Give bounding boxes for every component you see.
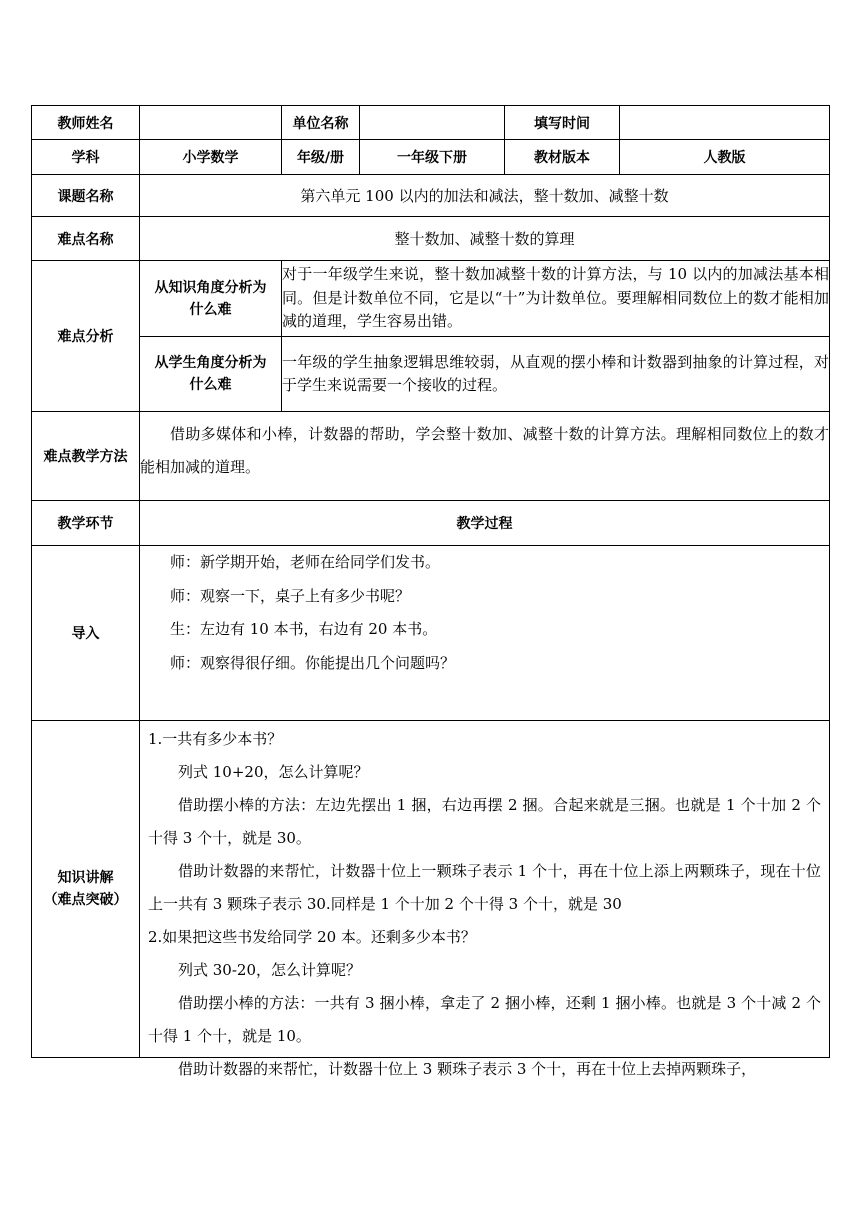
- knowledge-paragraph: 1.一共有多少本书？: [148, 730, 283, 748]
- process-header: 教学过程: [140, 501, 830, 546]
- fill-time-label: 填写时间: [505, 106, 620, 140]
- intro-content: [140, 546, 830, 721]
- process-header-row: [32, 501, 830, 546]
- knowledge-label: [32, 721, 140, 1058]
- knowledge-paragraph: 借助计数器的来帮忙，计数器十位上一颗珠子表示 1 个十，再在十位上添上两颗珠子，现在十位上一共有 3 颗珠子表示 30.同样是 1 个十加 2 个十得 3 个十，就是 30: [148, 862, 821, 913]
- teacher-name-value: [140, 106, 282, 140]
- student-angle-label: 从学生角度分析为什么难: [140, 337, 282, 412]
- method-row: [32, 412, 830, 501]
- stage-header: 教学环节: [32, 501, 140, 546]
- lesson-plan-table: [31, 105, 830, 1078]
- difficulty-label: 难点名称: [32, 217, 140, 261]
- analysis-row-knowledge: [32, 261, 830, 337]
- knowledge-angle-text: 对于一年级学生来说，整十数加减整十数的计算方法，与 10 以内的加减法基本相同。但是计数单位不同，它是以“十”为计数单位。要理解相同数位上的数才能相加减的道理，学生容易出错。: [282, 261, 830, 337]
- subject-label: 学科: [32, 140, 140, 175]
- knowledge-row: [32, 721, 830, 1058]
- intro-line: 生：左边有 10 本书，右边有 20 本书。: [170, 620, 438, 638]
- teacher-name-label: 教师姓名: [32, 106, 140, 140]
- difficulty-row: [32, 217, 830, 261]
- intro-line: 师：观察得很仔细。你能提出几个问题吗？: [170, 653, 456, 672]
- intro-line: 师：新学期开始，老师在给同学们发书。: [170, 553, 441, 571]
- topic-value: 第六单元 100 以内的加法和减法，整十数加、减整十数: [140, 175, 830, 217]
- analysis-row-student: [32, 337, 830, 412]
- unit-name-value: [360, 106, 505, 140]
- knowledge-paragraph: 借助计数器的来帮忙，计数器十位上 3 颗珠子表示 3 个十，再在十位上去掉两颗珠子，: [178, 1060, 757, 1078]
- header-row-1: [32, 106, 830, 140]
- knowledge-label-line2: （难点突破）: [43, 892, 128, 908]
- difficulty-value: 整十数加、减整十数的算理: [140, 217, 830, 261]
- method-text: 借助多媒体和小棒，计数器的帮助，学会整十数加、减整十数的计算方法。理解相同数位上的数才能相加减的道理。: [140, 412, 830, 501]
- topic-label: 课题名称: [32, 175, 140, 217]
- topic-row: [32, 175, 830, 217]
- knowledge-paragraph: 列式 10+20，怎么计算呢？: [178, 763, 369, 781]
- intro-row: [32, 546, 830, 721]
- edition-label: 教材版本: [505, 140, 620, 175]
- edition-value: 人教版: [620, 140, 830, 175]
- knowledge-paragraph: 2.如果把这些书发给同学 20 本。还剩多少本书？: [148, 928, 476, 946]
- header-row-2: [32, 140, 830, 175]
- analysis-label: 难点分析: [32, 261, 140, 412]
- knowledge-angle-label: 从知识角度分析为什么难: [140, 261, 282, 337]
- student-angle-text: 一年级的学生抽象逻辑思维较弱，从直观的摆小棒和计数器到抽象的计算过程，对于学生来说需要一个接收的过程。: [282, 337, 830, 412]
- knowledge-paragraph: 借助摆小棒的方法：左边先摆出 1 捆，右边再摆 2 捆。合起来就是三捆。也就是 1 个十加 2 个十得 3 个十，就是 30。: [148, 796, 821, 847]
- knowledge-paragraph: 借助摆小棒的方法：一共有 3 捆小棒，拿走了 2 捆小棒，还剩 1 捆小棒。也就是 3 个十减 2 个十得 1 个十，就是 10。: [148, 994, 821, 1045]
- fill-time-value: [620, 106, 830, 140]
- intro-label: 导入: [32, 546, 140, 721]
- knowledge-content: [140, 721, 830, 1078]
- intro-line: 师：观察一下，桌子上有多少书呢？: [170, 586, 411, 605]
- knowledge-text-area: [140, 721, 829, 1078]
- knowledge-label-line1: 知识讲解: [57, 870, 114, 886]
- knowledge-paragraph: 列式 30-20，怎么计算呢？: [178, 961, 362, 979]
- grade-value: 一年级下册: [360, 140, 505, 175]
- unit-name-label: 单位名称: [282, 106, 360, 140]
- subject-value: 小学数学: [140, 140, 282, 175]
- grade-label: 年级/册: [282, 140, 360, 175]
- method-label: 难点教学方法: [32, 412, 140, 501]
